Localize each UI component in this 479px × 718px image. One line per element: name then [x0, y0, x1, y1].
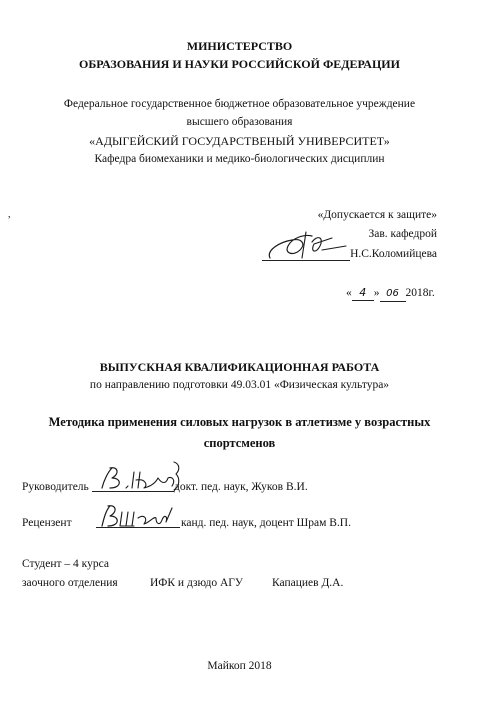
student-course: Студент – 4 курса [22, 558, 109, 570]
reviewer-role: Рецензент [22, 517, 72, 529]
city-year: Майкоп 2018 [207, 660, 272, 672]
student-name: Капациев Д.А. [272, 577, 344, 589]
direction: по направлению подготовки 49.03.01 «Физическая культура» [89, 379, 390, 391]
date-close-quote: » [373, 287, 380, 299]
department-name: Кафедра биомеханики и медико-биологических дисциплин [94, 153, 385, 165]
ministry-line-2: ОБРАЗОВАНИЯ И НАУКИ РОССИЙСКОЙ ФЕДЕРАЦИИ [79, 57, 400, 71]
student-department: заочного отделения [22, 577, 118, 589]
institution-line-1: Федеральное государственное бюджетное образовательное учреждение [63, 98, 416, 110]
date-month: 06 [380, 287, 406, 302]
ministry-line-1: МИНИСТЕРСТВО [186, 39, 293, 53]
date-day: 4 [352, 286, 374, 301]
supervisor-signature-image [96, 460, 186, 496]
head-name: Н.С.Коломийцева [350, 248, 437, 260]
student-faculty: ИФК и дзюдо АГУ [150, 577, 244, 589]
reviewer-details: канд. пед. наук, доцент Шрам В.П. [181, 517, 351, 529]
approval-date [346, 286, 435, 302]
supervisor-details: докт. пед. наук, Жуков В.И. [174, 481, 308, 493]
topic-line-1: Методика применения силовых нагрузок в атлетизме у возрастных [48, 415, 431, 429]
head-title: Зав. кафедрой [368, 228, 437, 240]
reviewer-signature-image [98, 500, 178, 532]
work-type: ВЫПУСКНАЯ КВАЛИФИКАЦИОННАЯ РАБОТА [99, 360, 380, 374]
date-open-quote: « [346, 287, 352, 299]
university-name: «АДЫГЕЙСКИЙ ГОСУДАРСТВЕНЫЙ УНИВЕРСИТЕТ» [89, 134, 390, 148]
supervisor-role: Руководитель [22, 481, 89, 493]
date-year: 2018г. [405, 287, 435, 299]
stray-mark: , [8, 209, 11, 220]
admit-label: «Допускается к защите» [317, 209, 437, 221]
topic-line-2: спортсменов [203, 436, 276, 450]
head-signature-image [262, 228, 352, 264]
institution-line-2: высшего образования [186, 116, 293, 128]
